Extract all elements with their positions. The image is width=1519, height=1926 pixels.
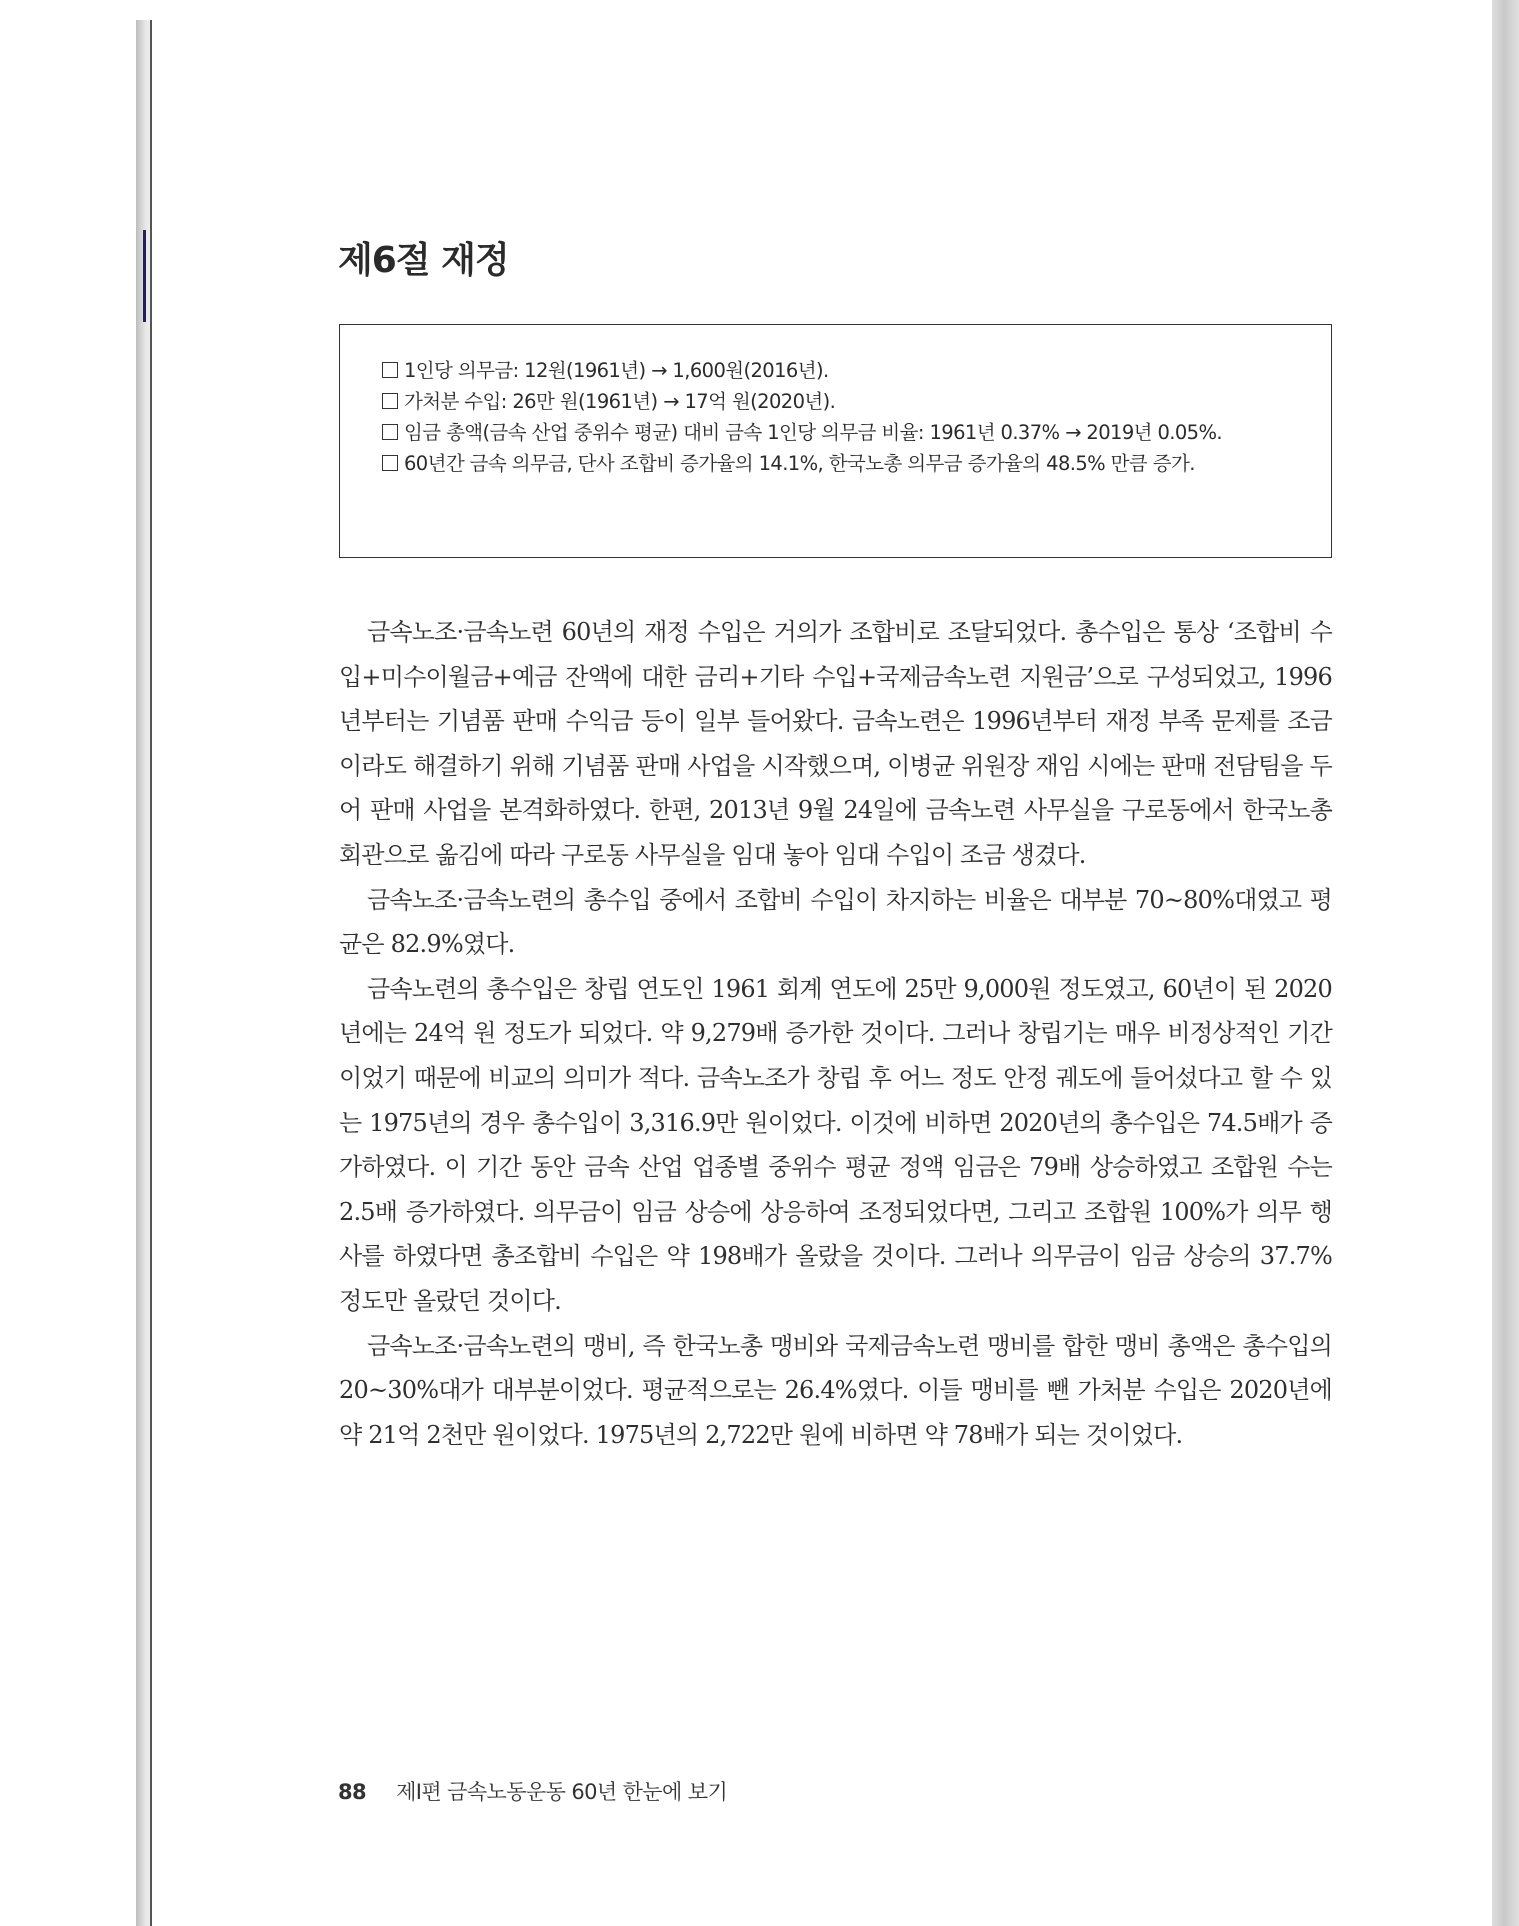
section-title: 제6절 재정 (338, 240, 509, 281)
page-footer (338, 1776, 727, 1806)
checkbox-square-icon (382, 362, 398, 378)
checkbox-square-icon (382, 424, 398, 440)
summary-text: 가처분 수입: 26만 원(1961년) → 17억 원(2020년). (404, 390, 836, 413)
running-title: 제Ⅰ편 금속노동운동 60년 한눈에 보기 (396, 1780, 728, 1804)
checkbox-square-icon (382, 393, 398, 409)
summary-item (382, 417, 1291, 448)
page-number: 88 (338, 1780, 367, 1804)
summary-text: 임금 총액(금속 산업 중위수 평균) 대비 금속 1인당 의무금 비율: 1961년 0.37% → 2019년 0.05%. (404, 421, 1223, 444)
checkbox-square-icon (382, 455, 398, 471)
page-corner (136, 0, 156, 20)
summary-item (382, 386, 1291, 417)
summary-item (382, 355, 1291, 386)
summary-item (382, 448, 1291, 479)
summary-text: 60년간 금속 의무금, 단사 조합비 증가율의 14.1%, 한국노총 의무금 증가율의 48.5% 만큼 증가. (404, 452, 1195, 475)
chapter-tab-mark (143, 230, 146, 322)
body-text (339, 610, 1332, 1457)
paragraph: 금속노조·금속노련의 총수입 중에서 조합비 수입이 차지하는 비율은 대부분 70~80%대였고 평균은 82.9%였다. (339, 885, 1332, 959)
summary-box (339, 324, 1332, 558)
paragraph: 금속노련의 총수입은 창립 연도인 1961 회계 연도에 25만 9,000원 정도였고, 60년이 된 2020년에는 24억 원 정도가 되었다. 약 9,279배 증가한 것이다. 그러나 창립기는 매우 비정상적인 기간이었기 때문에 비교의 의미가 적다. 금속노조가 창립 후 어느 정도 안정 궤도에 들어섰다고 할 수 있는 1975년의 경우 총수입이 3,316.9만 원이었다. 이것에 비하면 2020년의 총수입은 74.5배가 증가하였다. 이 기간 동안 금속 산업 업종별 중위수 평균 정액 임금은 79배 상승하였고 조합원 수는 2.5배 증가하였다. 의무금이 임금 상승에 상응하여 조정되었다면, 그리고 조합원 100%가 의무 행사를 하였다면 총조합비 수입은 약 198배가 올랐을 것이다. 그러나 의무금이 임금 상승의 37.7% 정도만 올랐던 것이다. (339, 974, 1332, 1315)
paragraph: 금속노조·금속노련의 맹비, 즉 한국노총 맹비와 국제금속노련 맹비를 합한 맹비 총액은 총수입의 20~30%대가 대부분이었다. 평균적으로는 26.4%였다. 이들 맹비를 뺀 가처분 수입은 2020년에 약 21억 2천만 원이었다. 1975년의 2,722만 원에 비하면 약 78배가 되는 것이었다. (339, 1331, 1332, 1449)
paragraph: 금속노조·금속노련 60년의 재정 수입은 거의가 조합비로 조달되었다. 총수입은 통상 ‘조합비 수입+미수이월금+예금 잔액에 대한 금리+기타 수입+국제금속노련 지원금’으로 구성되었고, 1996년부터는 기념품 판매 수익금 등이 일부 들어왔다. 금속노련은 1996년부터 재정 부족 문제를 조금이라도 해결하기 위해 기념품 판매 사업을 시작했으며, 이병균 위원장 재임 시에는 판매 전담팀을 두어 판매 사업을 본격화하였다. 한편, 2013년 9월 24일에 금속노련 사무실을 구로동에서 한국노총 회관으로 옮김에 따라 구로동 사무실을 임대 놓아 임대 수입이 조금 생겼다. (339, 618, 1332, 869)
summary-text: 1인당 의무금: 12원(1961년) → 1,600원(2016년). (404, 359, 829, 382)
